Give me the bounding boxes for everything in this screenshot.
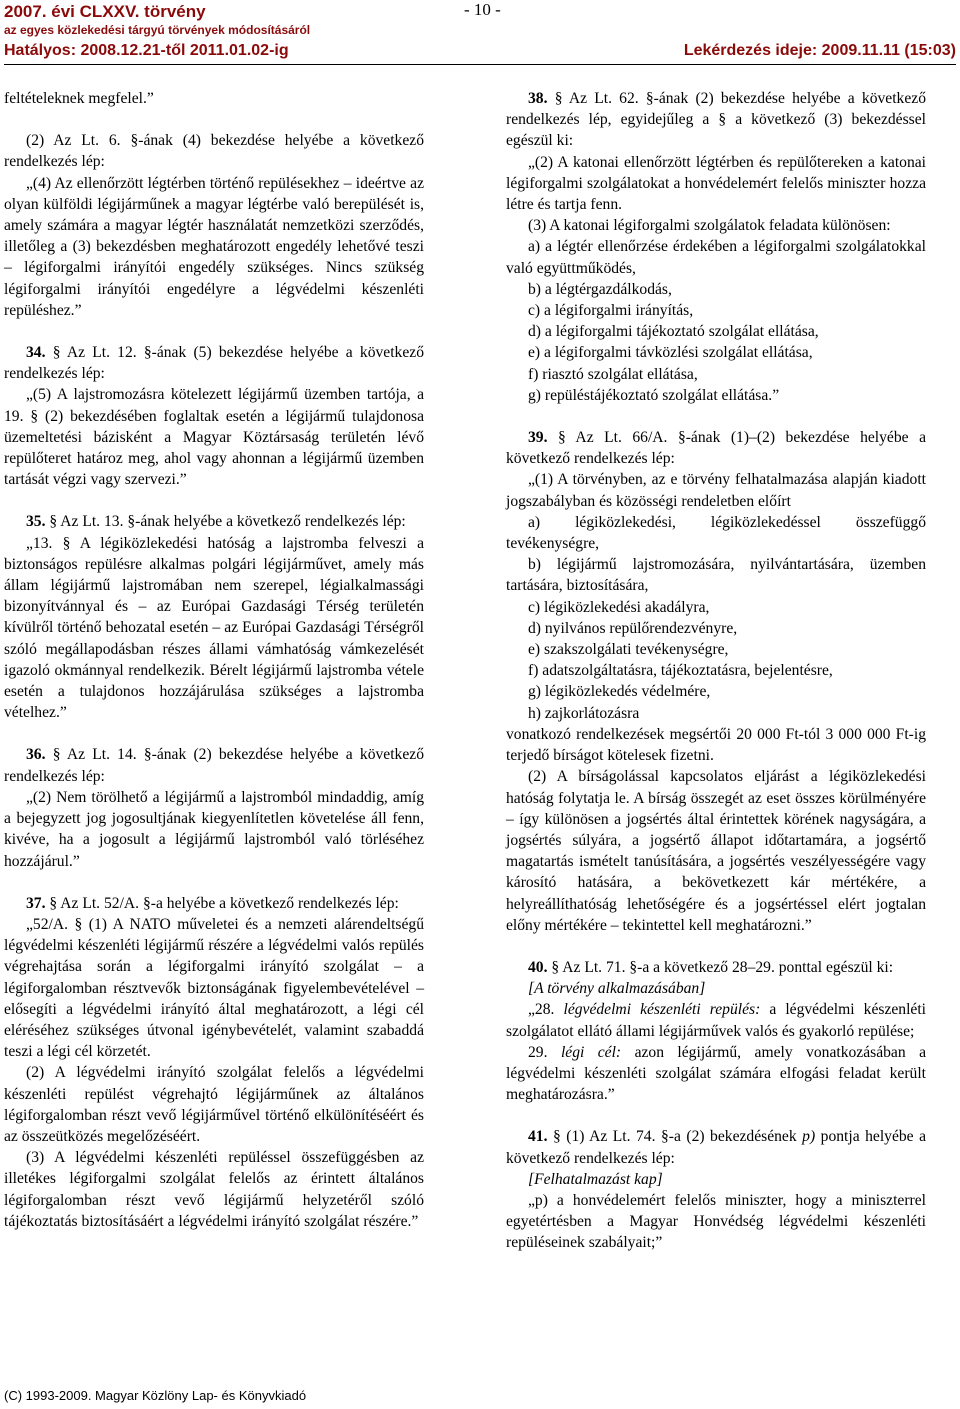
context-heading: [A törvény alkalmazásában] <box>528 980 706 998</box>
list-item: b) légijármű lajstromozására, nyilvántartására, üzemben tartására, biztosítására, <box>506 556 926 595</box>
section-35: 35. § Az Lt. 13. §-ának helyébe a következő rendelkezés lép: <box>26 513 406 531</box>
copyright-footer: (C) 1993-2009. Magyar Közlöny Lap- és Könyvkiadó <box>4 1388 307 1403</box>
list-item: d) a légiforgalmi tájékoztató szolgálat ellátása, <box>528 323 819 341</box>
context-heading: [Felhatalmazást kap] <box>528 1170 663 1188</box>
section-38: 38. § Az Lt. 62. §-ának (2) bekezdése helyébe a következő rendelkezés lép, egyidejűleg a § a következő (3) bekezdéssel egészül ki: <box>506 90 926 150</box>
section-number: 40. <box>528 958 548 976</box>
effective-dates: Hatályos: 2008.12.21-től 2011.01.02-ig <box>4 42 289 59</box>
section-39: 39. § Az Lt. 66/A. §-ának (1)–(2) bekezdése helyébe a következő rendelkezés lép: <box>506 429 926 468</box>
list-item: b) a légtérgazdálkodás, <box>528 280 672 298</box>
list-item: c) a légiforgalmi irányítás, <box>528 302 694 320</box>
right-column <box>506 88 926 1254</box>
section-36: 36. § Az Lt. 14. §-ának (2) bekezdése helyébe a következő rendelkezés lép: <box>4 746 424 785</box>
quoted-provision: „(5) A lajstromozásra kötelezett légijármű üzemben tartója, a 19. § (2) bekezdésében foglaltak esetén a légijármű tulajdonosa üzemeltetési bázisként a Magyar Köztársaság területén lévő repülőteret határoz meg, ahol vagy ahonnan a légijármű üzemben tartását végzi vagy szervezi.” <box>4 386 424 489</box>
quoted-provision: „(2) A katonai ellenőrzött légtérben és repülőtereken a katonai légiforgalmi szolgálatokat a honvédelemért felelős miniszter hozza létre és tartja fenn. <box>506 153 926 214</box>
list-item: d) nyilvános repülőrendezvényre, <box>528 619 738 637</box>
section-41: 41. § (1) Az Lt. 74. §-a (2) bekezdésének p) pontja helyébe a következő rendelkezés lép: <box>506 1128 927 1167</box>
list-item: a) légiközlekedési, légiközlekedéssel összefüggő tevékenységre, <box>506 513 926 553</box>
quoted-provision: „13. § A légiközlekedési hatóság a lajstromba felveszi a biztonságos repülésre alkalmas polgári légijárművet, amely más állam légijármű lajstromában nem szerepel, légialkalmassági bizonyítvánnyal és – az Európai Gazdasági Térség területén kívülről történő behozatal esetén – az Európai Gazdasági Térségről szóló megállapodásban részes állami vámhatóság vámkezelését igazoló okmánnyal rendelkezik. Bérelt légijármű lajstromba vétele esetén a tulajdonos hozzájárulása szükséges a lajstromba vételhez.” <box>4 534 424 722</box>
section-number: 39. <box>528 429 548 447</box>
list-item: f) riasztó szolgálat ellátása, <box>528 365 698 383</box>
definition-28: „28. légvédelmi készenléti repülés: a légvédelmi készenléti szolgálatot ellátó állami légijárművek valós és gyakorló repülése; <box>506 1001 926 1040</box>
quoted-provision: (3) A légvédelmi készenléti repüléssel összefüggésben az illetékes légiforgalmi szolgálat felelős az érintett általános légiforgalomban részt vevő légijármű helyzetéről szóló tájékoztatás biztosításáért a légvédelmi irányító szolgálat részére.” <box>4 1149 424 1230</box>
quoted-provision: „(1) A törvényben, az e törvény felhatalmazása alapján kiadott jogszabályban és közösségi rendeletben előírt <box>506 471 926 510</box>
list-item: e) szakszolgálati tevékenységre, <box>528 641 729 659</box>
section-40: 40. § Az Lt. 71. §-a a következő 28–29. ponttal egészül ki: <box>528 958 894 976</box>
list-item: g) légiközlekedés védelmére, <box>528 683 711 701</box>
quoted-provision: (2) A bírságolással kapcsolatos eljárást a légiközlekedési hatóság folytatja le. A bírság összegét az eset összes körülményére – így különösen a jogsértés által érintettek körének nagyságára, a jogsértés súlyára, a jogsértő állapot időtartamára, a jogsértő magatartás ismételt tanúsítására, a jogsértés veszélyességére vagy károsító hatására, a bekövetkezett kár mértékére, a helyreállíthatóság lehetőségére és a jogsértéssel elért jogtalan előny mértékére – tekintettel kell meghatározni.” <box>506 768 926 934</box>
paragraph: feltételeknek megfelel.” <box>4 90 154 107</box>
section-number: 41. <box>528 1128 548 1146</box>
section-number: 37. <box>26 894 46 912</box>
paragraph: (2) Az Lt. 6. §-ának (4) bekezdése helyébe a következő rendelkezés lép: <box>4 132 424 171</box>
list-item: g) repüléstájékoztató szolgálat ellátása.” <box>528 386 780 404</box>
section-number: 36. <box>26 746 46 764</box>
quoted-provision: „52/A. § (1) A NATO műveletei és a nemzeti alárendeltségű légvédelmi készenléti légijármű részére a légvédelmi valós repülés végrehajtása során a légiforgalmi irányító szolgálat – a légiforgalomban résztvevők biztonságának figyelembevételével – elősegíti a légvédelmi irányító által meghatározott, a légi cél eléréséhez szükséges útvonal igénybevételét, valamint szabaddá teszi a légi cél körzetét. <box>4 915 424 1061</box>
list-item: f) adatszolgáltatásra, tájékoztatásra, bejelentésre, <box>528 662 833 680</box>
left-column <box>4 88 424 1232</box>
quoted-provision: „(2) Nem törölhető a légijármű a lajstromból mindaddig, amíg a bejegyzett jog jogosultjának kiegyenlítetlen követelése áll fenn, kivéve, ha a jogosult a légijármű lajstromból való törléséhez hozzájárul.” <box>4 788 424 870</box>
quoted-provision: (2) A légvédelmi irányító szolgálat felelős a légvédelmi készenléti repülést végrehajtó légijárműnek az általános légiforgalomban részt vevő légijárművel történő elkülönítéséért és az összeütközés megelőzéséért. <box>4 1064 424 1145</box>
header-divider <box>4 64 956 65</box>
quoted-provision: „(4) Az ellenőrzött légtérben történő repülésekhez – ideértve az olyan külföldi légijárműnek a magyar légtérbe való berepülését is, amely számára a magyar légtér használatát nemzetközi szerződés, illetőleg a (3) bekezdésben meghatározott engedély lehetővé teszi – légiforgalmi irányítói engedély szükséges. Nincs szükség légiforgalmi irányítói engedélyre a légvédelmi készenléti repüléshez.” <box>4 174 424 319</box>
list-item: h) zajkorlátozásra <box>528 704 640 722</box>
section-37: 37. § Az Lt. 52/A. §-a helyébe a következő rendelkezés lép: <box>26 894 399 912</box>
page-number: - 10 - <box>464 0 501 19</box>
page-header <box>4 0 956 78</box>
list-item: e) a légiforgalmi távközlési szolgálat ellátása, <box>528 344 813 362</box>
law-title: 2007. évi CLXXV. törvény <box>4 2 206 21</box>
list-item: a) a légtér ellenőrzése érdekében a légiforgalmi szolgálatokkal való együttműködés, <box>506 238 926 277</box>
definition-29: 29. légi cél: azon légijármű, amely vonatkozásában a légvédelmi készenléti szolgálat számára elfogási feladat került meghatározásra.” <box>506 1043 926 1104</box>
quoted-provision: (3) A katonai légiforgalmi szolgálatok feladata különösen: <box>528 217 891 235</box>
section-number: 35. <box>26 513 46 531</box>
section-number: 38. <box>528 90 548 107</box>
query-time: Lekérdezés ideje: 2009.11.11 (15:03) <box>683 42 956 59</box>
paragraph: vonatkozó rendelkezések megsértői 20 000 Ft-tól 3 000 000 Ft-ig terjedő bírságot kötelesek fizetni. <box>506 725 926 765</box>
section-number: 34. <box>26 344 46 362</box>
list-item: c) légiközlekedési akadályra, <box>528 598 710 616</box>
section-34: 34. § Az Lt. 12. §-ának (5) bekezdése helyébe a következő rendelkezés lép: <box>4 344 424 383</box>
quoted-provision: „p) a honvédelemért felelős miniszter, hogy a miniszterrel egyetértésben a Magyar Honvédség légvédelmi készenléti repüléseinek szabályait;” <box>506 1191 926 1252</box>
law-subtitle: az egyes közlekedési tárgyú törvények módosításáról <box>4 23 311 37</box>
